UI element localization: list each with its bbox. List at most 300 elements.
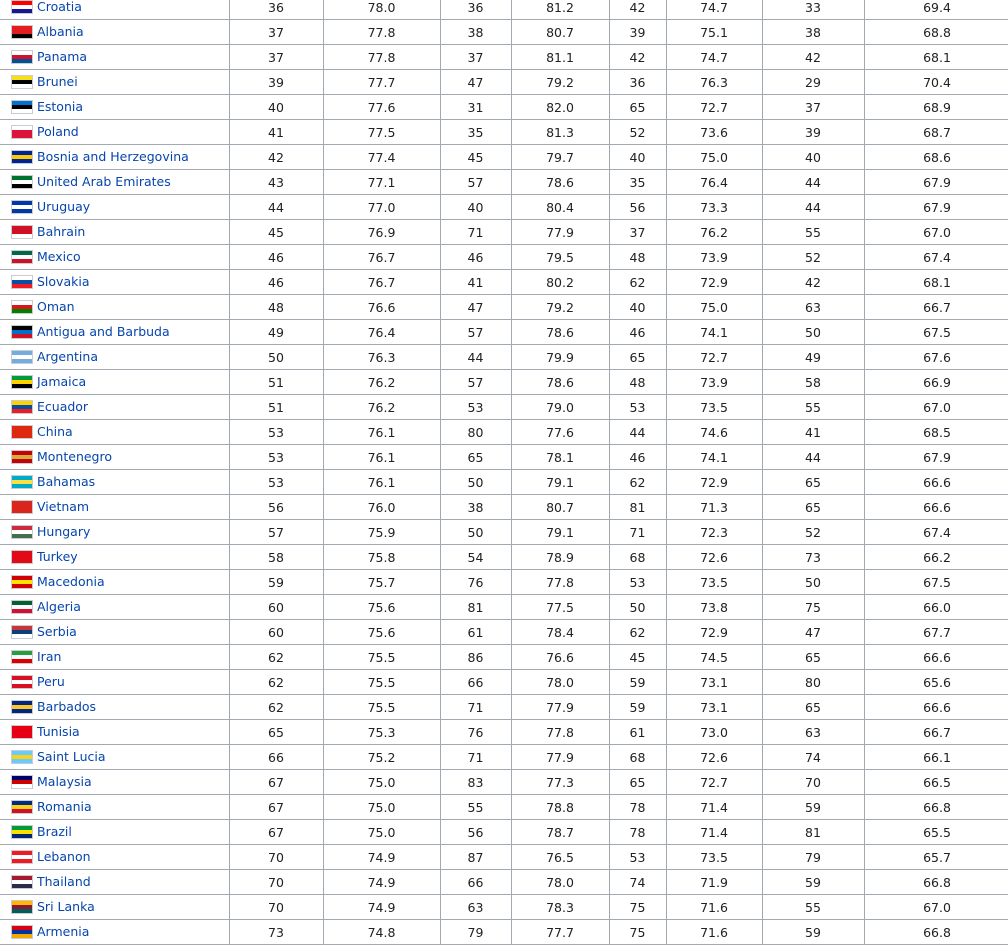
country-cell [0, 345, 229, 370]
female-rank-cell: 71 [440, 695, 511, 720]
hale-rank-cell: 59 [762, 795, 864, 820]
country-cell [0, 120, 229, 145]
country-link[interactable]: Armenia [37, 924, 90, 940]
country-link[interactable]: Macedonia [37, 574, 105, 590]
male-rank-cell: 65 [609, 770, 666, 795]
female-life-expectancy-cell: 79.0 [511, 395, 609, 420]
country-link[interactable]: Vietnam [37, 499, 90, 515]
country-link[interactable]: Antigua and Barbuda [37, 324, 170, 340]
country-cell [0, 695, 229, 720]
hale-rank-cell: 50 [762, 320, 864, 345]
female-rank-cell: 79 [440, 920, 511, 945]
hale-value-cell: 67.6 [864, 345, 1008, 370]
country-link[interactable]: Mexico [37, 249, 81, 265]
male-rank-cell: 81 [609, 495, 666, 520]
country-link[interactable]: Poland [37, 124, 79, 140]
flag-icon [11, 325, 33, 339]
male-life-expectancy-cell: 76.2 [666, 220, 762, 245]
overall-life-expectancy-cell: 77.4 [323, 145, 440, 170]
overall-rank-cell: 53 [229, 445, 323, 470]
hale-rank-cell: 33 [762, 0, 864, 20]
male-life-expectancy-cell: 74.7 [666, 45, 762, 70]
country-cell [0, 720, 229, 745]
male-rank-cell: 35 [609, 170, 666, 195]
table-row [0, 395, 1008, 420]
overall-life-expectancy-cell: 77.6 [323, 95, 440, 120]
hale-value-cell: 66.7 [864, 295, 1008, 320]
table-row [0, 595, 1008, 620]
male-rank-cell: 59 [609, 670, 666, 695]
overall-life-expectancy-cell: 76.1 [323, 470, 440, 495]
female-rank-cell: 41 [440, 270, 511, 295]
hale-value-cell: 67.4 [864, 520, 1008, 545]
hale-value-cell: 67.5 [864, 570, 1008, 595]
hale-rank-cell: 38 [762, 20, 864, 45]
country-cell [0, 545, 229, 570]
hale-rank-cell: 29 [762, 70, 864, 95]
flag-icon [11, 150, 33, 164]
country-cell [0, 0, 229, 20]
female-rank-cell: 55 [440, 795, 511, 820]
male-life-expectancy-cell: 73.9 [666, 370, 762, 395]
female-rank-cell: 76 [440, 720, 511, 745]
table-row [0, 870, 1008, 895]
table-row [0, 570, 1008, 595]
male-rank-cell: 75 [609, 920, 666, 945]
overall-rank-cell: 49 [229, 320, 323, 345]
hale-rank-cell: 80 [762, 670, 864, 695]
flag-icon [11, 825, 33, 839]
hale-value-cell: 68.5 [864, 420, 1008, 445]
overall-life-expectancy-cell: 75.6 [323, 595, 440, 620]
female-rank-cell: 61 [440, 620, 511, 645]
flag-icon [11, 125, 33, 139]
country-link[interactable]: Turkey [37, 549, 78, 565]
country-link[interactable]: Bahrain [37, 224, 86, 240]
table-row [0, 695, 1008, 720]
male-life-expectancy-cell: 71.6 [666, 895, 762, 920]
flag-icon [11, 775, 33, 789]
hale-value-cell: 67.4 [864, 245, 1008, 270]
table-row [0, 0, 1008, 20]
country-cell [0, 620, 229, 645]
overall-rank-cell: 37 [229, 45, 323, 70]
table-row [0, 795, 1008, 820]
female-rank-cell: 35 [440, 120, 511, 145]
country-cell [0, 20, 229, 45]
flag-icon [11, 400, 33, 414]
male-life-expectancy-cell: 71.4 [666, 820, 762, 845]
country-link[interactable]: Albania [37, 24, 84, 40]
female-life-expectancy-cell: 77.9 [511, 220, 609, 245]
country-cell [0, 645, 229, 670]
country-cell [0, 370, 229, 395]
overall-life-expectancy-cell: 74.9 [323, 845, 440, 870]
hale-rank-cell: 44 [762, 445, 864, 470]
flag-icon [11, 175, 33, 189]
country-link[interactable]: Romania [37, 799, 92, 815]
flag-icon [11, 625, 33, 639]
table-row [0, 245, 1008, 270]
male-life-expectancy-cell: 73.1 [666, 670, 762, 695]
female-rank-cell: 66 [440, 870, 511, 895]
female-rank-cell: 57 [440, 170, 511, 195]
female-rank-cell: 45 [440, 145, 511, 170]
female-life-expectancy-cell: 81.3 [511, 120, 609, 145]
male-rank-cell: 62 [609, 270, 666, 295]
table-row [0, 145, 1008, 170]
female-rank-cell: 50 [440, 520, 511, 545]
hale-value-cell: 66.8 [864, 870, 1008, 895]
overall-life-expectancy-cell: 75.5 [323, 695, 440, 720]
overall-life-expectancy-cell: 75.7 [323, 570, 440, 595]
male-life-expectancy-cell: 72.9 [666, 620, 762, 645]
overall-rank-cell: 67 [229, 820, 323, 845]
overall-rank-cell: 43 [229, 170, 323, 195]
hale-value-cell: 66.0 [864, 595, 1008, 620]
country-link[interactable]: Barbados [37, 699, 97, 715]
overall-rank-cell: 53 [229, 420, 323, 445]
hale-rank-cell: 42 [762, 45, 864, 70]
country-cell [0, 70, 229, 95]
hale-value-cell: 68.1 [864, 270, 1008, 295]
female-rank-cell: 71 [440, 220, 511, 245]
table-row [0, 495, 1008, 520]
hale-value-cell: 65.5 [864, 820, 1008, 845]
female-rank-cell: 76 [440, 570, 511, 595]
hale-value-cell: 66.2 [864, 545, 1008, 570]
male-life-expectancy-cell: 74.1 [666, 320, 762, 345]
overall-life-expectancy-cell: 76.2 [323, 370, 440, 395]
flag-icon [11, 500, 33, 514]
hale-rank-cell: 63 [762, 720, 864, 745]
overall-rank-cell: 50 [229, 345, 323, 370]
hale-rank-cell: 55 [762, 220, 864, 245]
female-life-expectancy-cell: 77.8 [511, 720, 609, 745]
hale-rank-cell: 44 [762, 170, 864, 195]
country-link[interactable]: China [37, 424, 73, 440]
overall-rank-cell: 60 [229, 620, 323, 645]
table-row [0, 520, 1008, 545]
male-life-expectancy-cell: 75.0 [666, 295, 762, 320]
hale-value-cell: 66.8 [864, 795, 1008, 820]
country-link[interactable]: Algeria [37, 599, 81, 615]
hale-value-cell: 65.6 [864, 670, 1008, 695]
overall-rank-cell: 51 [229, 370, 323, 395]
table-row [0, 920, 1008, 945]
female-life-expectancy-cell: 78.6 [511, 370, 609, 395]
overall-rank-cell: 44 [229, 195, 323, 220]
hale-rank-cell: 47 [762, 620, 864, 645]
female-rank-cell: 44 [440, 345, 511, 370]
flag-icon [11, 425, 33, 439]
overall-rank-cell: 67 [229, 770, 323, 795]
male-life-expectancy-cell: 71.3 [666, 495, 762, 520]
overall-life-expectancy-cell: 76.3 [323, 345, 440, 370]
hale-value-cell: 68.7 [864, 120, 1008, 145]
flag-icon [11, 300, 33, 314]
female-life-expectancy-cell: 82.0 [511, 95, 609, 120]
male-life-expectancy-cell: 72.7 [666, 95, 762, 120]
table-row [0, 195, 1008, 220]
female-life-expectancy-cell: 77.8 [511, 570, 609, 595]
country-link[interactable]: Ecuador [37, 399, 89, 415]
male-life-expectancy-cell: 75.1 [666, 20, 762, 45]
country-cell [0, 770, 229, 795]
male-rank-cell: 46 [609, 320, 666, 345]
hale-value-cell: 66.6 [864, 470, 1008, 495]
overall-rank-cell: 62 [229, 645, 323, 670]
hale-value-cell: 68.1 [864, 45, 1008, 70]
female-rank-cell: 47 [440, 295, 511, 320]
country-link[interactable]: Montenegro [37, 449, 113, 465]
male-rank-cell: 53 [609, 570, 666, 595]
hale-value-cell: 70.4 [864, 70, 1008, 95]
female-life-expectancy-cell: 76.5 [511, 845, 609, 870]
female-life-expectancy-cell: 80.4 [511, 195, 609, 220]
country-link[interactable]: Argentina [37, 349, 98, 365]
country-link[interactable]: Malaysia [37, 774, 92, 790]
flag-icon [11, 50, 33, 64]
overall-rank-cell: 45 [229, 220, 323, 245]
hale-value-cell: 67.9 [864, 195, 1008, 220]
country-cell [0, 445, 229, 470]
female-life-expectancy-cell: 78.6 [511, 170, 609, 195]
country-link[interactable]: Serbia [37, 624, 77, 640]
overall-life-expectancy-cell: 76.9 [323, 220, 440, 245]
male-rank-cell: 45 [609, 645, 666, 670]
country-link[interactable]: Saint Lucia [37, 749, 106, 765]
female-life-expectancy-cell: 76.6 [511, 645, 609, 670]
female-rank-cell: 47 [440, 70, 511, 95]
hale-value-cell: 68.8 [864, 20, 1008, 45]
table-row [0, 45, 1008, 70]
country-cell [0, 495, 229, 520]
flag-icon [11, 0, 33, 14]
country-link[interactable]: Jamaica [37, 374, 87, 390]
flag-icon [11, 100, 33, 114]
table-row [0, 420, 1008, 445]
male-rank-cell: 40 [609, 295, 666, 320]
flag-icon [11, 375, 33, 389]
overall-rank-cell: 62 [229, 670, 323, 695]
table-row [0, 120, 1008, 145]
table-row [0, 320, 1008, 345]
male-life-expectancy-cell: 73.5 [666, 395, 762, 420]
flag-icon [11, 225, 33, 239]
female-rank-cell: 65 [440, 445, 511, 470]
female-life-expectancy-cell: 77.3 [511, 770, 609, 795]
female-rank-cell: 66 [440, 670, 511, 695]
female-rank-cell: 57 [440, 320, 511, 345]
male-rank-cell: 48 [609, 370, 666, 395]
male-life-expectancy-cell: 72.3 [666, 520, 762, 545]
country-link[interactable]: Bosnia and Herzegovina [37, 149, 189, 165]
overall-rank-cell: 58 [229, 545, 323, 570]
overall-life-expectancy-cell: 75.5 [323, 645, 440, 670]
country-cell [0, 420, 229, 445]
flag-icon [11, 675, 33, 689]
country-link[interactable]: Uruguay [37, 199, 91, 215]
country-link[interactable]: Slovakia [37, 274, 90, 290]
country-link[interactable]: Iran [37, 649, 62, 665]
female-rank-cell: 38 [440, 495, 511, 520]
overall-rank-cell: 70 [229, 870, 323, 895]
table-row [0, 345, 1008, 370]
hale-rank-cell: 37 [762, 95, 864, 120]
overall-rank-cell: 53 [229, 470, 323, 495]
hale-rank-cell: 65 [762, 645, 864, 670]
male-life-expectancy-cell: 72.6 [666, 745, 762, 770]
country-cell [0, 195, 229, 220]
country-cell [0, 820, 229, 845]
country-link[interactable]: Tunisia [37, 724, 80, 740]
country-cell [0, 45, 229, 70]
overall-life-expectancy-cell: 76.2 [323, 395, 440, 420]
table-row [0, 170, 1008, 195]
male-life-expectancy-cell: 72.9 [666, 470, 762, 495]
country-link[interactable]: Oman [37, 299, 75, 315]
hale-rank-cell: 55 [762, 895, 864, 920]
female-life-expectancy-cell: 80.7 [511, 495, 609, 520]
female-rank-cell: 54 [440, 545, 511, 570]
hale-value-cell: 66.6 [864, 495, 1008, 520]
overall-rank-cell: 41 [229, 120, 323, 145]
overall-life-expectancy-cell: 77.5 [323, 120, 440, 145]
country-cell [0, 320, 229, 345]
female-rank-cell: 87 [440, 845, 511, 870]
male-life-expectancy-cell: 74.6 [666, 420, 762, 445]
male-rank-cell: 50 [609, 595, 666, 620]
country-cell [0, 520, 229, 545]
overall-rank-cell: 46 [229, 245, 323, 270]
country-cell [0, 170, 229, 195]
overall-life-expectancy-cell: 75.2 [323, 745, 440, 770]
overall-life-expectancy-cell: 75.5 [323, 670, 440, 695]
overall-life-expectancy-cell: 76.0 [323, 495, 440, 520]
overall-rank-cell: 66 [229, 745, 323, 770]
hale-value-cell: 66.6 [864, 645, 1008, 670]
country-link[interactable]: Lebanon [37, 849, 91, 865]
hale-rank-cell: 52 [762, 245, 864, 270]
male-rank-cell: 53 [609, 845, 666, 870]
female-life-expectancy-cell: 77.9 [511, 745, 609, 770]
table-row [0, 220, 1008, 245]
hale-value-cell: 66.8 [864, 920, 1008, 945]
male-rank-cell: 61 [609, 720, 666, 745]
overall-life-expectancy-cell: 76.6 [323, 295, 440, 320]
flag-icon [11, 700, 33, 714]
female-life-expectancy-cell: 78.9 [511, 545, 609, 570]
country-link[interactable]: Sri Lanka [37, 899, 95, 915]
flag-icon [11, 650, 33, 664]
overall-rank-cell: 59 [229, 570, 323, 595]
flag-icon [11, 900, 33, 914]
country-link[interactable]: Panama [37, 49, 88, 65]
hale-rank-cell: 70 [762, 770, 864, 795]
table-row [0, 95, 1008, 120]
hale-value-cell: 66.6 [864, 695, 1008, 720]
country-cell [0, 395, 229, 420]
overall-life-expectancy-cell: 74.9 [323, 895, 440, 920]
overall-rank-cell: 65 [229, 720, 323, 745]
table-row [0, 545, 1008, 570]
hale-value-cell: 67.5 [864, 320, 1008, 345]
female-rank-cell: 53 [440, 395, 511, 420]
hale-rank-cell: 42 [762, 270, 864, 295]
male-life-expectancy-cell: 73.5 [666, 845, 762, 870]
male-rank-cell: 39 [609, 20, 666, 45]
hale-rank-cell: 74 [762, 745, 864, 770]
hale-rank-cell: 59 [762, 870, 864, 895]
male-life-expectancy-cell: 73.1 [666, 695, 762, 720]
country-link[interactable]: Brunei [37, 74, 78, 90]
flag-icon [11, 275, 33, 289]
male-rank-cell: 37 [609, 220, 666, 245]
overall-life-expectancy-cell: 75.6 [323, 620, 440, 645]
overall-rank-cell: 39 [229, 70, 323, 95]
country-cell [0, 795, 229, 820]
female-rank-cell: 36 [440, 0, 511, 20]
country-link[interactable]: Estonia [37, 99, 84, 115]
hale-value-cell: 67.9 [864, 445, 1008, 470]
country-link[interactable]: Croatia [37, 0, 82, 15]
overall-life-expectancy-cell: 75.3 [323, 720, 440, 745]
country-link[interactable]: Hungary [37, 524, 91, 540]
overall-rank-cell: 46 [229, 270, 323, 295]
country-link[interactable]: United Arab Emirates [37, 174, 171, 190]
male-rank-cell: 59 [609, 695, 666, 720]
overall-rank-cell: 37 [229, 20, 323, 45]
female-life-expectancy-cell: 79.1 [511, 520, 609, 545]
country-link[interactable]: Brazil [37, 824, 72, 840]
hale-value-cell: 69.4 [864, 0, 1008, 20]
male-rank-cell: 36 [609, 70, 666, 95]
male-rank-cell: 48 [609, 245, 666, 270]
male-life-expectancy-cell: 73.5 [666, 570, 762, 595]
female-life-expectancy-cell: 77.7 [511, 920, 609, 945]
country-link[interactable]: Bahamas [37, 474, 96, 490]
hale-rank-cell: 50 [762, 570, 864, 595]
male-rank-cell: 42 [609, 45, 666, 70]
flag-icon [11, 75, 33, 89]
country-cell [0, 895, 229, 920]
hale-value-cell: 65.7 [864, 845, 1008, 870]
country-link[interactable]: Thailand [37, 874, 91, 890]
overall-rank-cell: 60 [229, 595, 323, 620]
country-link[interactable]: Peru [37, 674, 65, 690]
table-row [0, 895, 1008, 920]
male-life-expectancy-cell: 72.6 [666, 545, 762, 570]
overall-life-expectancy-cell: 78.0 [323, 0, 440, 20]
female-life-expectancy-cell: 80.7 [511, 20, 609, 45]
male-rank-cell: 62 [609, 470, 666, 495]
overall-rank-cell: 67 [229, 795, 323, 820]
hale-rank-cell: 63 [762, 295, 864, 320]
female-rank-cell: 40 [440, 195, 511, 220]
female-life-expectancy-cell: 77.6 [511, 420, 609, 445]
overall-life-expectancy-cell: 76.7 [323, 245, 440, 270]
female-life-expectancy-cell: 80.2 [511, 270, 609, 295]
flag-icon [11, 725, 33, 739]
table-row [0, 620, 1008, 645]
male-rank-cell: 65 [609, 345, 666, 370]
overall-life-expectancy-cell: 75.0 [323, 770, 440, 795]
female-rank-cell: 86 [440, 645, 511, 670]
table-row [0, 670, 1008, 695]
table-row [0, 820, 1008, 845]
female-rank-cell: 83 [440, 770, 511, 795]
